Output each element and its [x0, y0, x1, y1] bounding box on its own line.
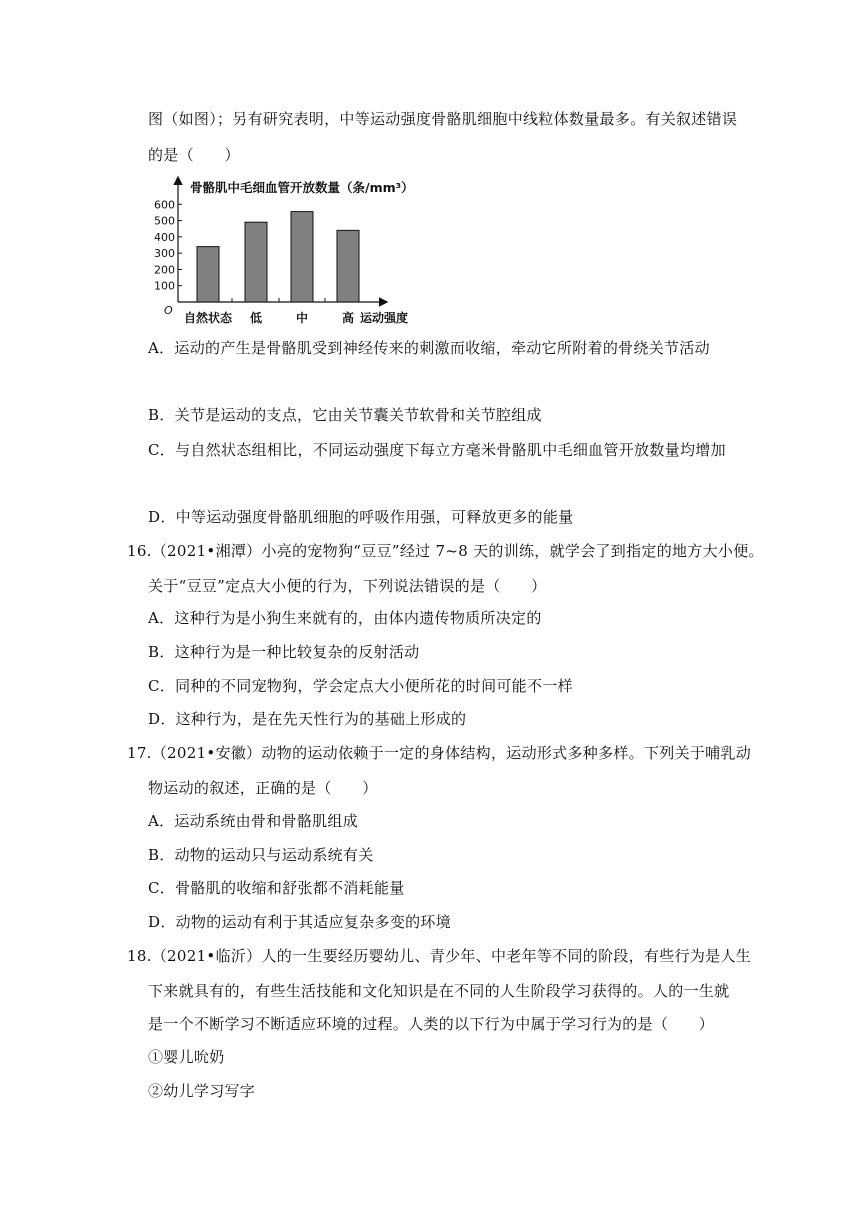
y-tick-label: 500 — [154, 214, 175, 228]
chart-title: 骨骼肌中毛细血管开放数量（条/mm³） — [190, 180, 414, 195]
bars — [197, 212, 359, 302]
bar-2 — [291, 212, 313, 302]
q18-stem-line3: 是一个不断学习不断适应环境的过程。人类的以下行为中属于学习行为的是（ ） — [148, 1015, 715, 1033]
q15-stem-line1: 图（如图）；另有研究表明，中等运动强度骨骼肌细胞中线粒体数量最多。有关叙述错误 — [148, 110, 738, 128]
x-tick-label: 中 — [295, 311, 309, 325]
q16-option-a: A．这种行为是小狗生来就有的，由体内遗传物质所决定的 — [148, 609, 542, 627]
q16-stem-line1: 16.（2021•湘潭）小亮的宠物狗“豆豆”经过 7~8 天的训练，就学会了到指定的地方大小便。 — [127, 542, 764, 560]
bar-1 — [245, 222, 267, 302]
q16-option-b: B．这种行为是一种比较复杂的反射活动 — [148, 643, 420, 661]
q18-stem-line1: 18.（2021•临沂）人的一生要经历婴幼儿、青少年、中老年等不同的阶段，有些行为是人生 — [127, 947, 752, 965]
y-tick-label: 100 — [154, 279, 175, 293]
q16-stem-line2: 关于“豆豆”定点大小便的行为，下列说法错误的是（ ） — [148, 577, 547, 595]
q16-option-d: D．这种行为，是在先天性行为的基础上形成的 — [148, 710, 467, 728]
bar-3 — [337, 230, 359, 302]
x-tick-label: 自然状态 — [183, 311, 233, 325]
q18-item-2: ②幼儿学习写字 — [148, 1082, 256, 1100]
y-tick-label: 200 — [154, 263, 175, 277]
y-tick-label: 300 — [154, 247, 175, 261]
q15-option-b: B．关节是运动的支点，它由关节囊关节软骨和关节腔组成 — [148, 406, 542, 424]
q17-option-a: A．运动系统由骨和骨骼肌组成 — [148, 812, 359, 830]
capillary-bar-chart — [154, 174, 420, 330]
bar-0 — [197, 247, 219, 302]
q17-option-c: C．骨骼肌的收缩和舒张都不消耗能量 — [148, 879, 405, 897]
q17-stem-line2: 物运动的叙述，正确的是（ ） — [148, 779, 378, 797]
q17-option-d: D．动物的运动有利于其适应复杂多变的环境 — [148, 913, 452, 931]
x-tick-label: 高 — [341, 311, 355, 325]
x-axis-label: 运动强度 — [360, 311, 409, 325]
origin-label: O — [164, 304, 173, 317]
q15-option-a: A．运动的产生是骨骼肌受到神经传来的刺激而收缩，牵动它所附着的骨绕关节活动 — [148, 339, 710, 357]
q17-stem-line1: 17.（2021•安徽）动物的运动依赖于一定的身体结构，运动形式多种多样。下列关于哺乳动 — [127, 744, 752, 762]
q17-option-b: B．动物的运动只与运动系统有关 — [148, 846, 374, 864]
q15-option-d: D．中等运动强度骨骼肌细胞的呼吸作用强，可释放更多的能量 — [148, 508, 574, 526]
q15-stem-line2: 的是（ ） — [148, 146, 240, 164]
y-tick-label: 600 — [154, 198, 175, 212]
y-tick-label: 400 — [154, 230, 175, 244]
x-tick-label: 低 — [249, 311, 263, 325]
q18-stem-line2: 下来就具有的，有些生活技能和文化知识是在不同的人生阶段学习获得的。人的一生就 — [148, 982, 730, 1000]
q16-option-c: C．同种的不同宠物狗，学会定点大小便所花的时间可能不一样 — [148, 677, 573, 695]
q15-option-c: C．与自然状态组相比，不同运动强度下每立方毫米骨骼肌中毛细血管开放数量均增加 — [148, 441, 726, 459]
q18-item-1: ①婴儿吮奶 — [148, 1048, 225, 1066]
